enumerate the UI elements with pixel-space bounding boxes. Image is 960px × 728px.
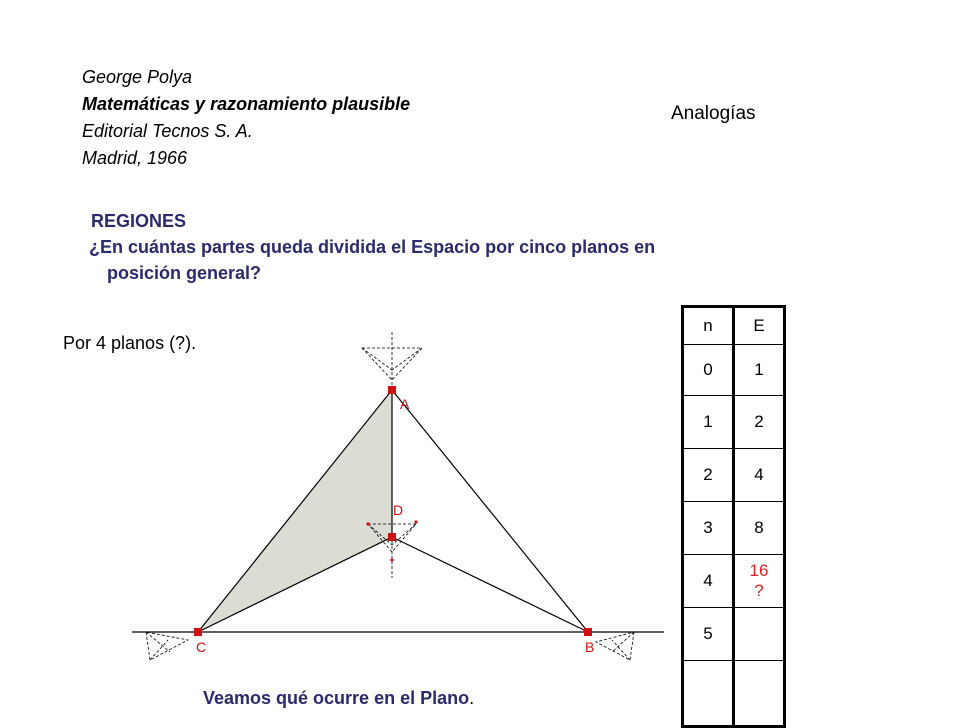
- point-c: [194, 628, 202, 636]
- cell-n: 1: [683, 396, 734, 449]
- cell-n: 2: [683, 449, 734, 502]
- table-row: [683, 345, 785, 396]
- label-d: D: [393, 502, 404, 518]
- bottom-caption: [203, 688, 474, 709]
- cell-e: [734, 661, 785, 727]
- table-row: [683, 555, 785, 608]
- cell-e: 1: [734, 345, 785, 396]
- section-title: REGIONES: [91, 211, 187, 231]
- cell-e: 8: [734, 502, 785, 555]
- cell-n: 0: [683, 345, 734, 396]
- conjecture-mark: ?: [754, 581, 764, 600]
- bottom-punct: .: [469, 688, 475, 708]
- cell-e: 4: [734, 449, 785, 502]
- point-a: [388, 386, 396, 394]
- construction-b: [596, 632, 634, 660]
- table-row: [683, 502, 785, 555]
- construction-a: [362, 332, 422, 390]
- label-c: C: [196, 639, 207, 655]
- point-d: [388, 533, 396, 541]
- cell-n: 4: [683, 555, 734, 608]
- table-row: [683, 396, 785, 449]
- hint-text: Por 4 planos (?).: [63, 333, 197, 353]
- question-line-1: ¿En cuántas partes queda dividida el Espacio por cinco planos en: [89, 237, 656, 257]
- construction-c: [146, 632, 188, 660]
- header-e: E: [734, 307, 785, 345]
- label-a: A: [400, 396, 410, 412]
- table-row: [683, 608, 785, 661]
- publisher: Editorial Tecnos S. A.: [82, 121, 253, 141]
- table-row: [683, 449, 785, 502]
- label-b: B: [585, 639, 595, 655]
- place-year: Madrid, 1966: [82, 148, 188, 168]
- cell-n: [683, 661, 734, 727]
- table-row: [683, 661, 785, 727]
- cell-e-conjecture: [734, 555, 785, 608]
- cell-n: 3: [683, 502, 734, 555]
- conjecture-value: 16: [749, 561, 769, 580]
- cell-n: 5: [683, 608, 734, 661]
- topic-title: Analogías: [671, 103, 756, 124]
- sequence-table: [681, 305, 786, 728]
- author: George Polya: [82, 67, 193, 87]
- edge-bd: [392, 537, 588, 632]
- question-line-2: posición general?: [107, 263, 262, 283]
- book-title: Matemáticas y razonamiento plausible: [82, 94, 411, 114]
- cell-e: 2: [734, 396, 785, 449]
- cell-e: [734, 608, 785, 661]
- edge-ab: [392, 390, 588, 632]
- bottom-text: Veamos qué ocurre en el Plano: [203, 688, 470, 708]
- table-header-row: [683, 307, 785, 345]
- point-b: [584, 628, 592, 636]
- header-n: n: [683, 307, 734, 345]
